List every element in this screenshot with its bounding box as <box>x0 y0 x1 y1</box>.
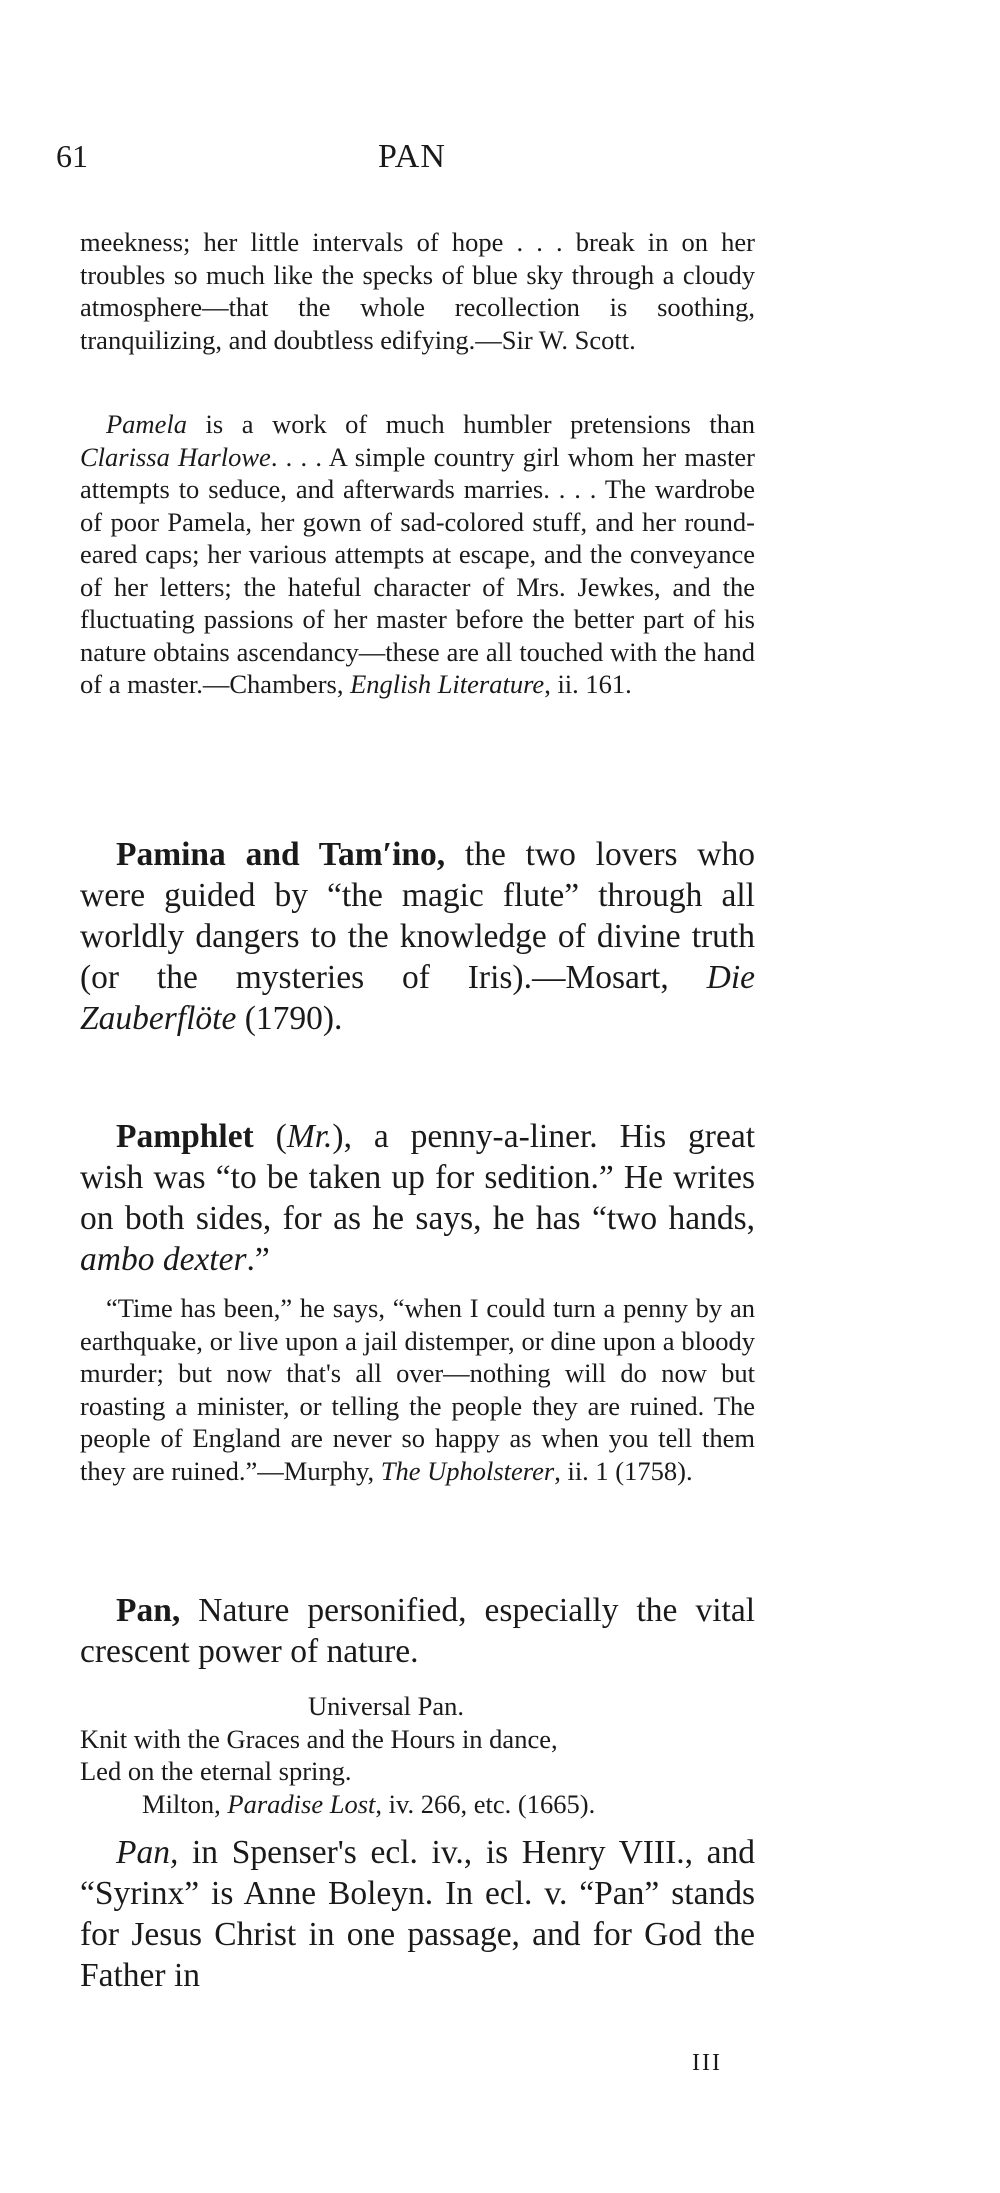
paragraph-pamela <box>80 408 755 701</box>
paragraph-scott-quote <box>80 226 755 356</box>
upholsterer-title: The Upholsterer <box>380 1455 555 1486</box>
verse-line-3: Led on the eternal spring. <box>80 1756 352 1786</box>
murphy-text-2: , ii. 1 (1758). <box>554 1455 693 1486</box>
murphy-text-1: “Time has been,” he says, “when I could turn a penny by an earthquake, or live upon a jail distemper, or dine upon a bloody murder; but now that's all over—nothing will do now but roasting a minister, or telling the people they are ruined. The people of England are never so happy as when you tell them they are ruined.”—Murphy, <box>80 1293 755 1486</box>
pamina-text-2: (1790). <box>236 1000 343 1037</box>
entry-pan <box>80 1590 755 1672</box>
english-literature-title: English Literature <box>350 669 545 699</box>
running-head: PAN <box>378 138 446 175</box>
clarissa-title: Clarissa Harlowe <box>80 441 271 472</box>
verse-line-1: Universal Pan. <box>308 1691 465 1721</box>
pamina-text-1: the two lovers who were guided by “the magic flute” through all worldly dangers to the knowledge of divine truth (or the mysteries of Iris).—Mosart, <box>80 836 755 996</box>
entry-pamina <box>80 834 755 1039</box>
pan-spenser-headword: Pan, <box>116 1834 179 1871</box>
zauberflote-title: Die Zauberflöte <box>80 959 755 1037</box>
milton-citation: , iv. 266, etc. (1665). <box>375 1788 596 1819</box>
milton-name: Milton, <box>142 1788 228 1819</box>
pamela-text-1: is a work of much humbler pretensions than <box>186 409 755 439</box>
pamphlet-text-2: .” <box>246 1241 270 1278</box>
pamphlet-text-1: ), a penny-a-liner. His great wish was “to be taken up for sedition.” He writes on both sides, for as he says, he has “two hands, <box>80 1118 755 1237</box>
pamphlet-text-0: ( <box>253 1118 287 1155</box>
pamphlet-headword: Pamphlet <box>116 1118 254 1155</box>
verse-attribution <box>80 1788 755 1821</box>
verse-line-2: Knit with the Graces and the Hours in dance, <box>80 1723 558 1754</box>
paradise-lost-title: Paradise Lost <box>227 1788 376 1819</box>
pamela-text-2: . . . . A simple country girl whom her master attempts to seduce, and afterwards marries. . . . The wardrobe of poor Pamela, her gown of sad-colored stuff, and her round-eared caps; her various attempts at escape, and the conveyance of her letters; the hateful character of Mrs. Jewkes, and the fluctuating passions of her master before the better part of his nature obtains ascendancy—these are all touched with the hand of a master.—Chambers, <box>80 441 755 699</box>
pamina-headword: Pamina and Tam′ino, <box>116 836 446 873</box>
pan-text: Nature personified, especially the vital crescent power of nature. <box>80 1592 755 1670</box>
pan-spenser-text: in Spenser's ecl. iv., is Henry VIII., and “Syrinx” is Anne Boleyn. In ecl. v. “Pan” stands for Jesus Christ in one passage, and for God the Father in <box>80 1834 755 1994</box>
page-header <box>56 138 756 188</box>
signature-mark: III <box>692 2050 722 2076</box>
mr-title: Mr. <box>286 1118 333 1155</box>
ambo-dexter: ambo dexter <box>80 1241 247 1278</box>
pamela-text-3: , ii. 161. <box>544 669 632 699</box>
pamela-title: Pamela <box>106 409 187 439</box>
pan-headword: Pan, <box>116 1592 181 1629</box>
entry-pamphlet <box>80 1116 755 1280</box>
entry-pan-spenser <box>80 1832 755 1996</box>
verse-milton <box>80 1690 755 1820</box>
page-number: 61 <box>56 138 88 174</box>
scott-quote-text: meekness; her little intervals of hope . . . break in on her troubles so much like the specks of blue sky through a cloudy atmosphere—that the whole recollection is soothing, tranquilizing, and doubtless edifying.—Sir W. Scott. <box>80 227 755 355</box>
quote-murphy <box>80 1292 755 1487</box>
